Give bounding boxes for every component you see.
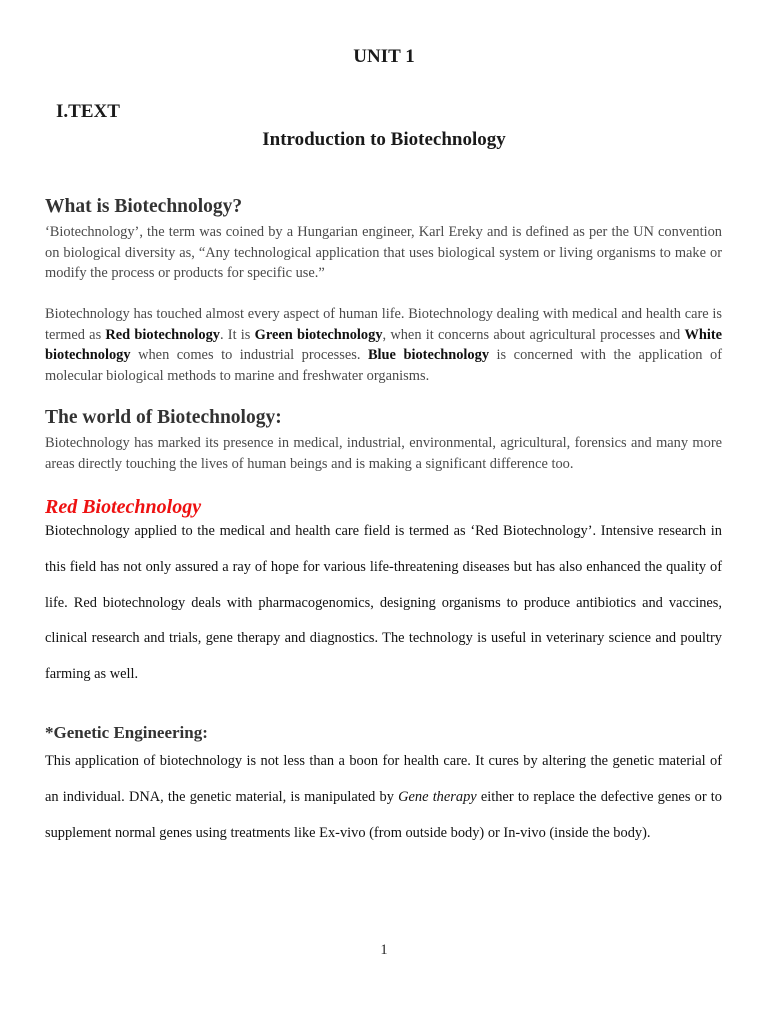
heading-what-is-biotechnology: What is Biotechnology?	[45, 196, 243, 217]
text-run: either to replace the defective genes or to supplement normal genes using treatments like Ex-vivo (from outside body) or In-vivo (inside the body).	[45, 788, 723, 841]
paragraph-definition: ‘Biotechnology’, the term was coined by a Hungarian engineer, Karl Ereky and is defined as per the UN convention on biological diversity as, “Any technological application that uses biological system or living organisms to make or modify the process or products for specific use.”	[45, 224, 722, 281]
text-run: when comes to industrial processes.	[130, 347, 368, 363]
text-run: Biotechnology has touched almost every aspect of human life. Biotechnology dealing with medical and health care is termed as	[45, 306, 722, 343]
paragraph-genetic-engineering	[45, 744, 722, 851]
term-white-biotechnology: White biotechnology	[45, 326, 723, 363]
paragraph-red-biotechnology: Biotechnology applied to the medical and health care field is termed as ‘Red Biotechnology’. Intensive research in this field has not only assured a ray of hope for various life-threatening diseases but has also enhanced the quality of life. Red biotechnology deals with pharmacogenomics, designing organisms to produce antibiotics and vaccines, clinical research and trials, gene therapy and diagnostics. The technology is useful in veterinary science and poultry farming as well.	[45, 523, 722, 683]
term-red-biotechnology: Red biotechnology	[105, 326, 220, 343]
document-title: Introduction to Biotechnology	[262, 129, 506, 150]
text-run: is concerned with the application of molecular biological methods to marine and freshwater organisms.	[45, 347, 722, 384]
heading-world-of-biotechnology: The world of Biotechnology:	[45, 407, 282, 428]
text-run: This application of biotechnology is not less than a boon for health care. It cures by altering the genetic material of an individual. DNA, the genetic material, is manipulated by	[45, 753, 722, 805]
heading-red-biotechnology: Red Biotechnology	[45, 496, 202, 518]
text-run: , when it concerns about agricultural processes and	[382, 326, 685, 343]
page-number: 1	[380, 942, 388, 958]
term-green-biotechnology: Green biotechnology	[254, 326, 383, 343]
term-gene-therapy: Gene therapy	[398, 788, 477, 805]
term-blue-biotechnology: Blue biotechnology	[367, 347, 490, 363]
unit-title: UNIT 1	[353, 46, 415, 67]
paragraph-world: Biotechnology has marked its presence in medical, industrial, environmental, agricultural, forensics and many more areas directly touching the lives of human beings and is making a significant difference too.	[45, 435, 722, 472]
paragraph-biotech-colors	[45, 304, 722, 386]
section-label: I.TEXT	[56, 101, 120, 122]
heading-genetic-engineering: *Genetic Engineering:	[45, 723, 208, 742]
text-run: . It is	[219, 326, 255, 343]
